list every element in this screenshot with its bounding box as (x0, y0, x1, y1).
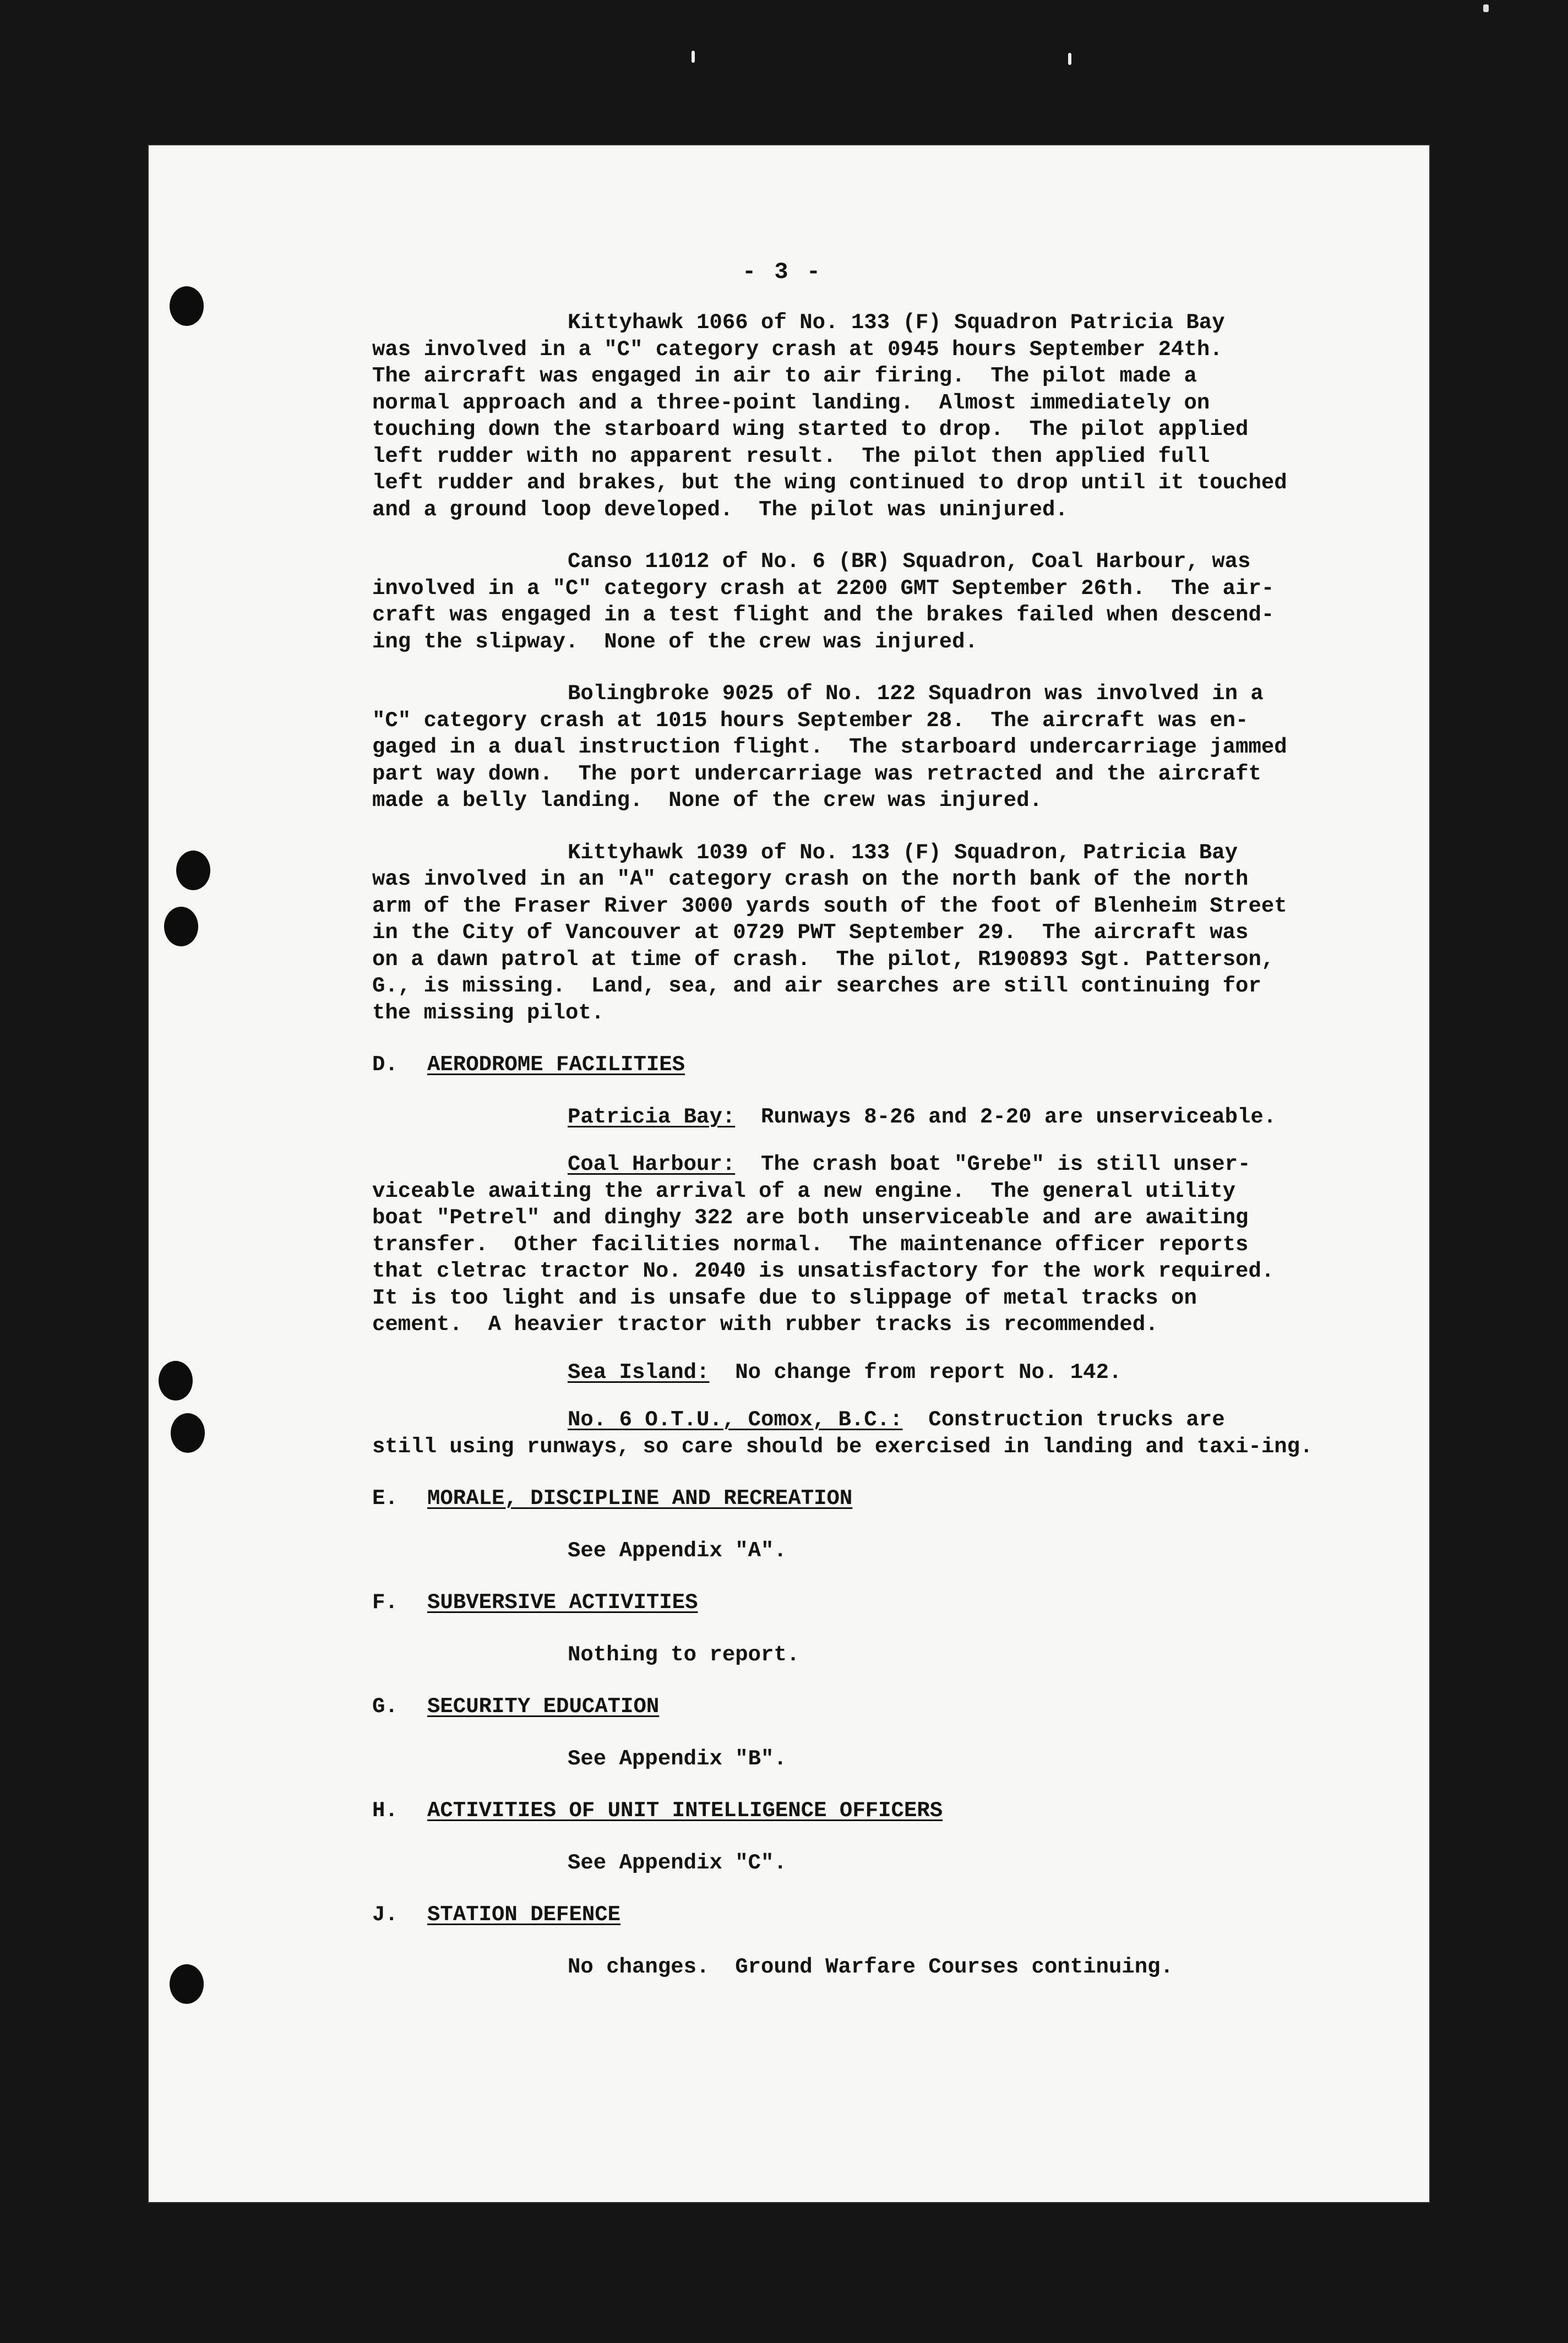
section-heading (372, 1485, 1407, 1512)
sea-island-text: No change from report No. 142. (709, 1360, 1122, 1385)
paragraph-line: Kittyhawk 1039 of No. 133 (F) Squadron, Patricia Bay (568, 840, 1238, 865)
section-heading (372, 1901, 1407, 1928)
section-heading (372, 1589, 1407, 1616)
coal-harbour-line: viceable awaiting the arrival of a new engine. The general utility (372, 1179, 1236, 1203)
paragraph-line: the missing pilot. (372, 1000, 605, 1025)
otu-line-2: still using runways, so care should be exercised in landing and taxi-ing. (372, 1434, 1313, 1459)
paragraph-line: touching down the starboard wing started to drop. The pilot applied (372, 417, 1249, 442)
film-mark (1068, 53, 1071, 65)
paragraph-line: on a dawn patrol at time of crash. The pilot, R190893 Sgt. Patterson, (372, 947, 1275, 972)
paragraph-line: Bolingbroke 9025 of No. 122 Squadron was involved in a (568, 682, 1264, 706)
paragraph-line: in the City of Vancouver at 0729 PWT September 29. The aircraft was (372, 920, 1249, 945)
section-title: SUBVERSIVE ACTIVITIES (427, 1590, 698, 1615)
section-title: ACTIVITIES OF UNIT INTELLIGENCE OFFICERS (427, 1799, 943, 1823)
paragraph-line: ing the slipway. None of the crew was injured. (372, 629, 978, 654)
incident-paragraphs (372, 309, 1407, 1026)
punch-hole (159, 1361, 193, 1401)
section-letter: F. (372, 1590, 398, 1615)
paragraph-line: arm of the Fraser River 3000 yards south of the foot of Blenheim Street (372, 893, 1287, 918)
punch-hole (176, 851, 210, 890)
section-d-heading (372, 1051, 1407, 1078)
document-body (372, 309, 1407, 1980)
paragraph-line: normal approach and a three-point landing. Almost immediately on (372, 390, 1210, 415)
section-title: MORALE, DISCIPLINE AND RECREATION (427, 1486, 853, 1511)
section-letter: D. (372, 1053, 398, 1077)
paragraph-line: was involved in a "C" category crash at 0945 hours September 24th. (372, 337, 1223, 362)
document-page (148, 144, 1430, 2203)
section-body: Nothing to report. (568, 1642, 800, 1667)
coal-harbour-line: cement. A heavier tractor with rubber tracks is recommended. (372, 1312, 1158, 1337)
paragraph-line: craft was engaged in a test flight and the brakes failed when descend- (372, 603, 1275, 627)
section-title: AERODROME FACILITIES (427, 1053, 685, 1077)
section-body: See Appendix "A". (568, 1538, 787, 1563)
section-letter: H. (372, 1799, 398, 1823)
section-title: STATION DEFENCE (427, 1903, 621, 1927)
section-letter: E. (372, 1486, 398, 1511)
paragraph-line: Kittyhawk 1066 of No. 133 (F) Squadron Patricia Bay (568, 310, 1225, 335)
page-number: - 3 - (742, 259, 823, 285)
film-mark (1483, 4, 1489, 12)
paragraph-line: made a belly landing. None of the crew was injured. (372, 788, 1042, 813)
paragraph-line: The aircraft was engaged in air to air firing. The pilot made a (372, 364, 1197, 388)
section-heading (372, 1693, 1407, 1720)
paragraph-line: left rudder with no apparent result. The pilot then applied full (372, 444, 1210, 468)
subheading-otu-comox: No. 6 O.T.U., Comox, B.C.: (568, 1408, 903, 1432)
section-heading (372, 1797, 1407, 1824)
paragraph-line: part way down. The port undercarriage was retracted and the aircraft (372, 761, 1261, 786)
subheading-patricia-bay: Patricia Bay: (568, 1104, 736, 1129)
section-letter: J. (372, 1903, 398, 1927)
coal-harbour-line: boat "Petrel" and dinghy 322 are both unserviceable and are awaiting (372, 1206, 1249, 1230)
punch-hole (170, 1964, 204, 2004)
patricia-bay-line (372, 1104, 1407, 1131)
section-letter: G. (372, 1694, 398, 1719)
coal-harbour-text: The crash boat "Grebe" is still unser- (735, 1152, 1251, 1176)
otu-text: Construction trucks are (902, 1408, 1225, 1432)
paragraph-line: was involved in an "A" category crash on the north bank of the north (372, 867, 1249, 891)
paragraph-line: "C" category crash at 1015 hours September 28. The aircraft was en- (372, 708, 1249, 733)
subheading-sea-island: Sea Island: (568, 1360, 710, 1385)
paragraph-line: and a ground loop developed. The pilot was uninjured. (372, 497, 1068, 522)
subheading-coal-harbour: Coal Harbour: (568, 1152, 736, 1176)
section-body: See Appendix "C". (568, 1850, 787, 1875)
section-body: No changes. Ground Warfare Courses continuing. (568, 1954, 1173, 1979)
section-body: See Appendix "B". (568, 1746, 787, 1771)
punch-hole (164, 907, 198, 946)
paragraph-line: left rudder and brakes, but the wing continued to drop until it touched (372, 471, 1287, 495)
coal-harbour-paragraph (372, 1178, 1407, 1338)
punch-hole (171, 1413, 205, 1453)
paragraph-line: gaged in a dual instruction flight. The starboard undercarriage jammed (372, 735, 1287, 759)
film-mark (692, 51, 695, 63)
paragraph-line: G., is missing. Land, sea, and air searches are still continuing for (372, 974, 1261, 998)
sections-e-to-j (372, 1460, 1407, 1980)
coal-harbour-line: transfer. Other facilities normal. The maintenance officer reports (372, 1232, 1249, 1257)
paragraph-line: involved in a "C" category crash at 2200 GMT September 26th. The air- (372, 576, 1275, 601)
coal-harbour-line: that cletrac tractor No. 2040 is unsatisfactory for the work required. (372, 1259, 1275, 1283)
paragraph-line: Canso 11012 of No. 6 (BR) Squadron, Coal Harbour, was (568, 549, 1251, 574)
punch-hole (170, 286, 204, 326)
section-title: SECURITY EDUCATION (427, 1694, 660, 1719)
coal-harbour-line (372, 1151, 1407, 1178)
sea-island-line (372, 1359, 1407, 1386)
otu-line (372, 1407, 1407, 1434)
patricia-bay-text: Runways 8-26 and 2-20 are unserviceable. (735, 1104, 1277, 1129)
coal-harbour-line: It is too light and is unsafe due to slippage of metal tracks on (372, 1285, 1197, 1310)
